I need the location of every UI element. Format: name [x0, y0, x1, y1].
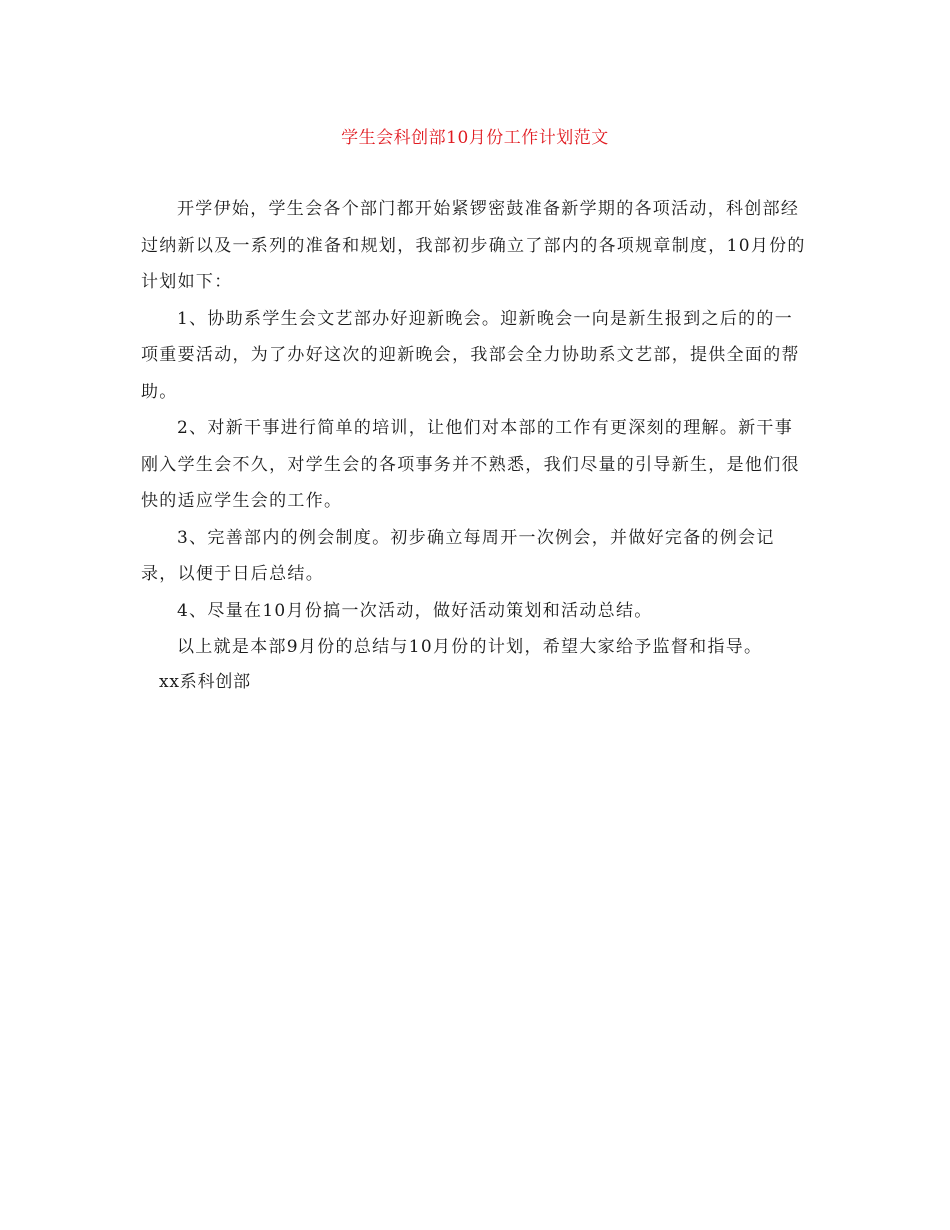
document-body: [141, 191, 811, 666]
paragraph-item-3: 3、完善部内的例会制度。初步确立每周开一次例会，并做好完备的例会记录，以便于日后总结。: [141, 527, 775, 584]
paragraph-intro: 开学伊始，学生会各个部门都开始紧锣密鼓准备新学期的各项活动，科创部经过纳新以及一系列的准备和规划，我部初步确立了部内的各项规章制度，10月份的计划如下：: [141, 199, 806, 292]
paragraph-item-2: 2、对新干事进行简单的培训，让他们对本部的工作有更深刻的理解。新干事刚入学生会不久，对学生会的各项事务并不熟悉，我们尽量的引导新生，是他们很快的适应学生会的工作。: [141, 418, 800, 511]
document-title: 学生会科创部10月份工作计划范文: [341, 128, 609, 148]
signature: xx系科创部: [159, 672, 251, 692]
paragraph-closing: 以上就是本部9月份的总结与10月份的计划，希望大家给予监督和指导。: [177, 637, 763, 657]
paragraph-item-4: 4、尽量在10月份搞一次活动，做好活动策划和活动总结。: [177, 600, 653, 621]
paragraph-item-1: 1、协助系学生会文艺部办好迎新晚会。迎新晚会一向是新生报到之后的的一项重要活动，为了办好这次的迎新晚会，我部会全力协助系文艺部，提供全面的帮助。: [141, 308, 800, 402]
